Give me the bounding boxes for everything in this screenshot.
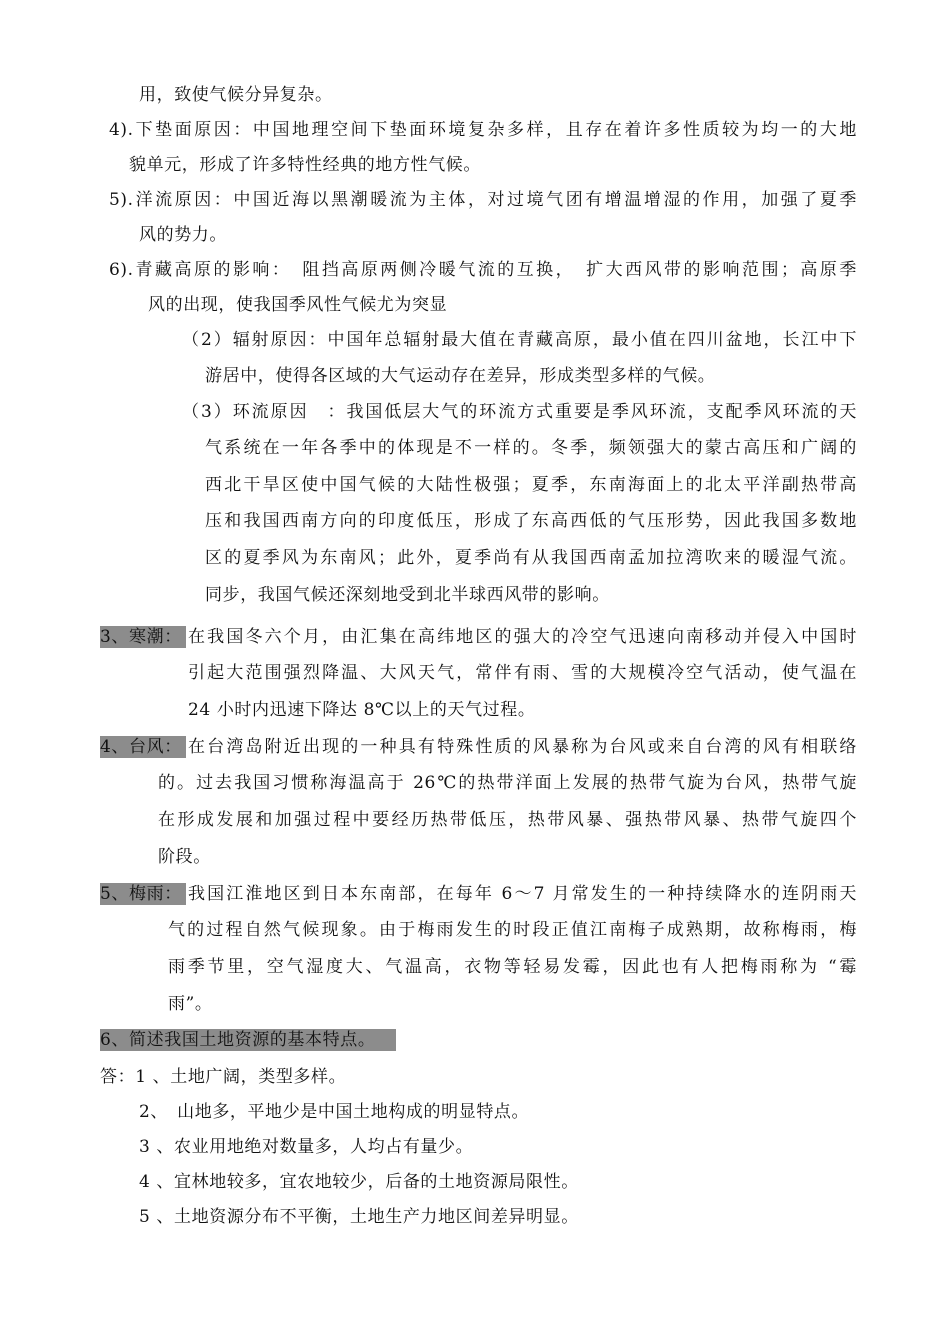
circulation-line-4: 压和我国西南方向的印度低压，形成了东高西低的气压形势，因此我国多数地 [205, 511, 857, 531]
item6-line-2: 风的出现，使我国季风性气候尤为突显 [148, 295, 448, 315]
cold-wave-line-2: 引起大范围强烈降温、大风天气，常伴有雨、雪的大规模冷空气活动，使气温在 [188, 663, 857, 683]
answer-line: 3 、农业用地绝对数量多，人均占有量少。 [139, 1137, 474, 1157]
paragraph-line: 用，致使气候分异复杂。 [139, 85, 333, 105]
answer-line: 答：1 、土地广阔，类型多样。 [100, 1067, 347, 1087]
question-6-heading: 6、简述我国土地资源的基本特点。 [100, 1029, 396, 1051]
radiation-line-1: （2）辐射原因：中国年总辐射最大值在青藏高原，最小值在四川盆地，长江中下 [182, 330, 857, 350]
plum-rain-line-3: 雨季节里，空气湿度大、气温高，衣物等轻易发霉，因此也有人把梅雨称为 “霉 [168, 957, 857, 977]
cold-wave-heading: 3、寒潮： [100, 626, 186, 648]
plum-rain-heading: 5、梅雨： [100, 883, 186, 905]
answer-line: 4 、宜林地较多，宜农地较少，后备的土地资源局限性。 [139, 1172, 579, 1192]
circulation-line-1: （3）环流原因 ：我国低层大气的环流方式重要是季风环流，支配季风环流的天 [182, 402, 857, 422]
circulation-line-6: 同步，我国气候还深刻地受到北半球西风带的影响。 [205, 585, 610, 605]
plum-rain-line-1: 我国江淮地区到日本东南部，在每年 6～7 月常发生的一种持续降水的连阴雨天 [188, 884, 857, 904]
circulation-line-5: 区的夏季风为东南风；此外，夏季尚有从我国西南孟加拉湾吹来的暖湿气流。 [205, 548, 857, 568]
item6-line-1: 6).青藏高原的影响： 阻挡高原两侧冷暖气流的互换， 扩大西风带的影响范围；高原季 [109, 260, 857, 280]
item5-line-1: 5).洋流原因：中国近海以黑潮暖流为主体，对过境气团有增温增湿的作用，加强了夏季 [109, 190, 857, 210]
cold-wave-line-3: 24 小时内迅速下降达 8℃以上的天气过程。 [188, 700, 536, 720]
answer-line: 2、 山地多，平地少是中国土地构成的明显特点。 [139, 1102, 530, 1122]
circulation-line-3: 西北干旱区使中国气候的大陆性极强；夏季，东南海面上的北太平洋副热带高 [205, 475, 857, 495]
cold-wave-line-1: 在我国冬六个月，由汇集在高纬地区的强大的冷空气迅速向南移动并侵入中国时 [188, 627, 857, 647]
item5-line-2: 风的势力。 [139, 225, 227, 245]
plum-rain-line-4: 雨”。 [168, 994, 213, 1014]
item4-line-1: 4).下垫面原因：中国地理空间下垫面环境复杂多样，且存在着许多性质较为均一的大地 [109, 120, 857, 140]
item4-line-2: 貌单元，形成了许多特性经典的地方性气候。 [129, 155, 481, 175]
typhoon-heading: 4、台风： [100, 736, 186, 758]
plum-rain-line-2: 气的过程自然气候现象。由于梅雨发生的时段正值江南梅子成熟期，故称梅雨，梅 [168, 920, 857, 940]
typhoon-line-4: 阶段。 [158, 847, 211, 867]
answer-line: 5 、土地资源分布不平衡，土地生产力地区间差异明显。 [139, 1207, 579, 1227]
radiation-line-2: 游居中，使得各区域的大气运动存在差异，形成类型多样的气候。 [205, 366, 716, 386]
circulation-line-2: 气系统在一年各季中的体现是不一样的。冬季，频领强大的蒙古高压和广阔的 [205, 438, 857, 458]
typhoon-line-3: 在形成发展和加强过程中要经历热带低压，热带风暴、强热带风暴、热带气旋四个 [158, 810, 857, 830]
typhoon-line-2: 的。过去我国习惯称海温高于 26℃的热带洋面上发展的热带气旋为台风，热带气旋 [158, 773, 857, 793]
typhoon-line-1: 在台湾岛附近出现的一种具有特殊性质的风暴称为台风或来自台湾的风有相联络 [188, 737, 857, 757]
